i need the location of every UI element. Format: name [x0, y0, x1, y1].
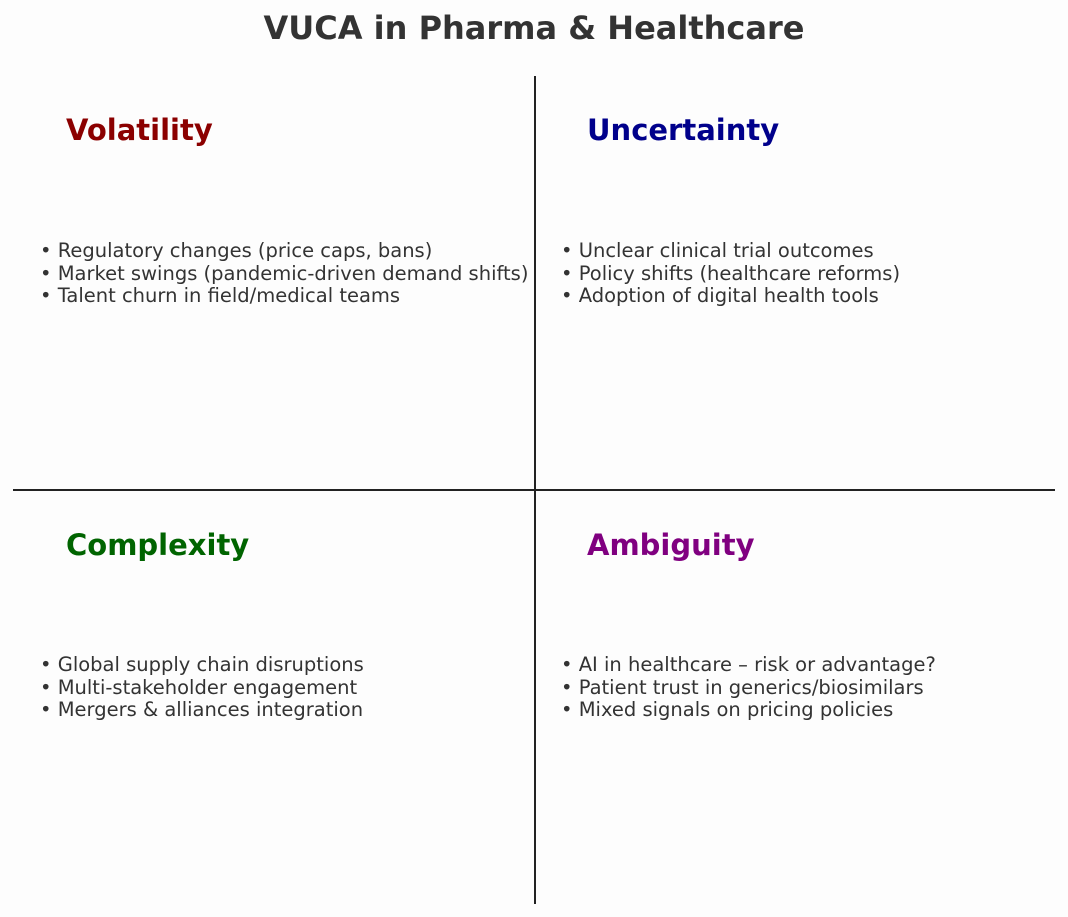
uncertainty-list [561, 240, 900, 308]
volatility-item: • Talent churn in field/medical teams [40, 285, 528, 308]
uncertainty-item: • Unclear clinical trial outcomes [561, 240, 900, 263]
horizontal-axis-divider [13, 489, 1055, 491]
ambiguity-heading: Ambiguity [587, 528, 755, 562]
ambiguity-item: • Patient trust in generics/biosimilars [561, 677, 936, 700]
ambiguity-list [561, 654, 936, 722]
complexity-item: • Mergers & alliances integration [40, 699, 364, 722]
complexity-heading: Complexity [66, 528, 250, 562]
complexity-list [40, 654, 364, 722]
ambiguity-item: • Mixed signals on pricing policies [561, 699, 936, 722]
volatility-item: • Market swings (pandemic-driven demand shifts) [40, 263, 528, 286]
volatility-item: • Regulatory changes (price caps, bans) [40, 240, 528, 263]
volatility-heading: Volatility [66, 113, 213, 147]
uncertainty-item: • Adoption of digital health tools [561, 285, 900, 308]
diagram-title: VUCA in Pharma & Healthcare [263, 9, 805, 47]
complexity-item: • Multi-stakeholder engagement [40, 677, 364, 700]
uncertainty-item: • Policy shifts (healthcare reforms) [561, 263, 900, 286]
ambiguity-item: • AI in healthcare – risk or advantage? [561, 654, 936, 677]
uncertainty-heading: Uncertainty [587, 113, 780, 147]
complexity-item: • Global supply chain disruptions [40, 654, 364, 677]
volatility-list [40, 240, 528, 308]
